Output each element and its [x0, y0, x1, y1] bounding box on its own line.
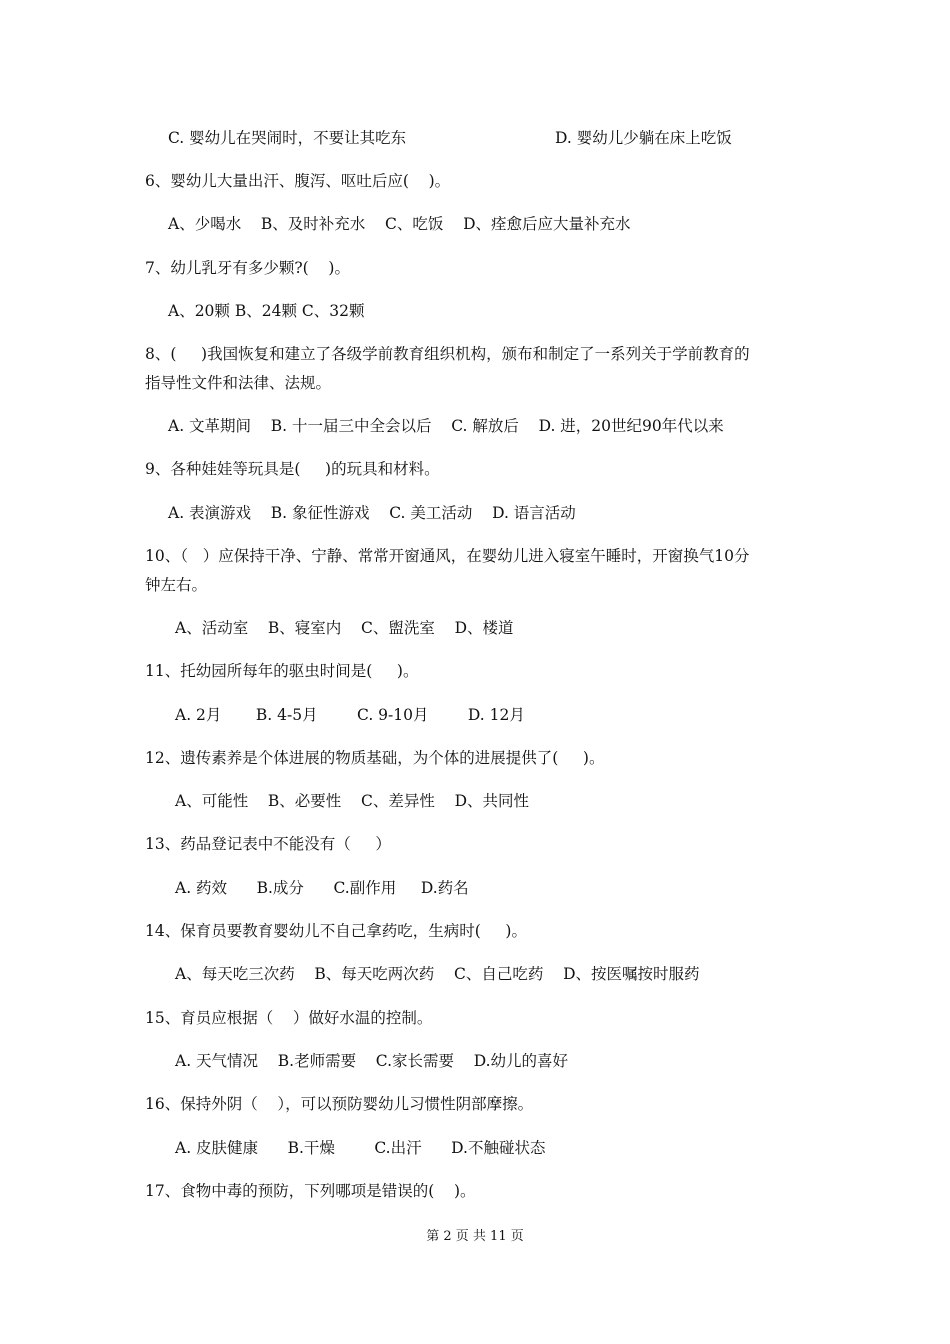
question-line: 13、药品登记表中不能没有（ ）: [145, 835, 391, 853]
option-line: A. 文革期间 B. 十一届三中全会以后 C. 解放后 D. 进，20世纪90年代以来: [168, 417, 724, 435]
option-line: A. 表演游戏 B. 象征性游戏 C. 美工活动 D. 语言活动: [168, 504, 576, 522]
question-line: 钟左右。: [145, 576, 208, 594]
question-line: 12、遗传素养是个体进展的物质基础，为个体的进展提供了( )。: [145, 749, 605, 767]
question-line: 9、各种娃娃等玩具是( )的玩具和材料。: [145, 460, 440, 478]
question-line: 指导性文件和法律、法规。: [145, 374, 332, 392]
page-footer: 第 2 页 共 11 页: [426, 1229, 524, 1244]
option-line: A. 天气情况 B.老师需要 C.家长需要 D.幼儿的喜好: [175, 1052, 569, 1070]
question-line: 7、幼儿乳牙有多少颗?( )。: [145, 259, 350, 277]
option-line: A、活动室 B、寝室内 C、盥洗室 D、楼道: [175, 619, 514, 637]
option-line: D. 婴幼儿少躺在床上吃饭: [555, 129, 732, 147]
option-line: A. 药效 B.成分 C.副作用 D.药名: [175, 879, 469, 897]
option-line: A. 2月 B. 4-5月 C. 9-10月 D. 12月: [175, 706, 525, 724]
question-line: 6、婴幼儿大量出汗、腹泻、呕吐后应( )。: [145, 172, 451, 190]
question-line: 11、托幼园所每年的驱虫时间是( )。: [145, 662, 419, 680]
option-line: C. 婴幼儿在哭闹时，不要让其吃东: [168, 129, 407, 147]
question-line: 8、( )我国恢复和建立了各级学前教育组织机构，颁布和制定了一系列关于学前教育的: [145, 345, 750, 363]
option-line: A. 皮肤健康 B.干燥 C.出汗 D.不触碰状态: [175, 1139, 546, 1157]
question-line: 10、（ ）应保持干净、宁静、常常开窗通风，在婴幼儿进入寝室午睡时，开窗换气10分: [145, 547, 750, 565]
option-line: A、少喝水 B、及时补充水 C、吃饭 D、痊愈后应大量补充水: [168, 215, 631, 233]
option-line: A、20颗 B、24颗 C、32颗: [168, 302, 365, 320]
question-line: 17、食物中毒的预防，下列哪项是错误的( )。: [145, 1182, 476, 1200]
question-line: 15、育员应根据（ ）做好水温的控制。: [145, 1009, 433, 1027]
question-line: 14、保育员要教育婴幼儿不自己拿药吃，生病时( )。: [145, 922, 527, 940]
question-line: 16、保持外阴（ ），可以预防婴幼儿习惯性阴部摩擦。: [145, 1095, 534, 1113]
option-line: A、可能性 B、必要性 C、差异性 D、共同性: [175, 792, 529, 810]
option-line: A、每天吃三次药 B、每天吃两次药 C、自己吃药 D、按医嘱按时服药: [175, 965, 700, 983]
